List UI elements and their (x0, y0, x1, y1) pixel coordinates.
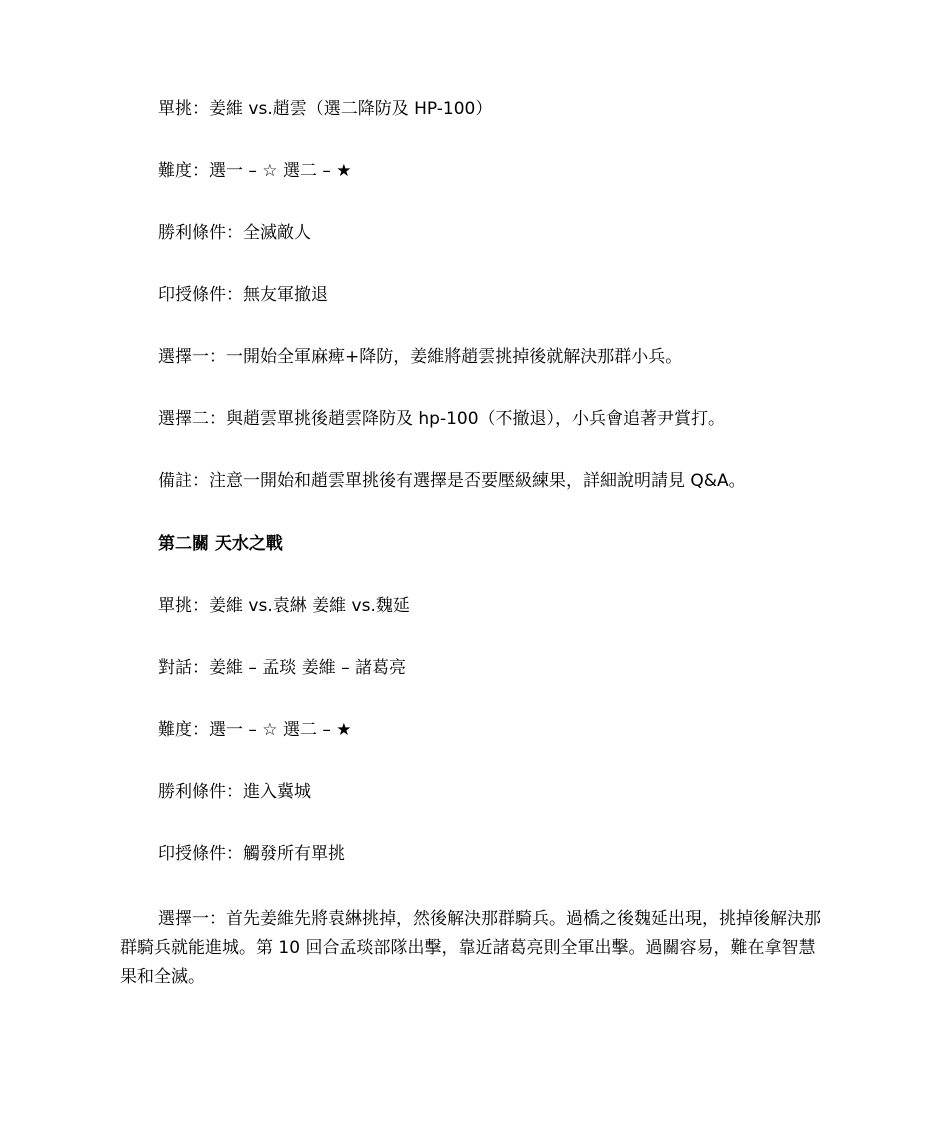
stage1-choice-two: 選擇二：與趙雲單挑後趙雲降防及 hp-100（不撤退），小兵會追著尹賞打。 (158, 409, 726, 429)
stage2-difficulty: 難度：選一 – ☆ 選二 – ★ (158, 720, 352, 740)
stage2-heading: 第二關 天水之戰 (158, 534, 283, 554)
stage1-note: 備註：注意一開始和趙雲單挑後有選擇是否要壓級練果，詳細說明請見 Q&A。 (158, 471, 746, 491)
stage2-victory-condition: 勝利條件：進入冀城 (158, 782, 311, 802)
stage2-choice-one: 選擇一：首先姜維先將袁綝挑掉，然後解決那群騎兵。過橋之後魏延出現，挑掉後解決那群騎兵就能進城。第 10 回合孟琰部隊出擊，靠近諸葛亮則全軍出擊。過關容易，難在拿智慧果和全滅。 (120, 909, 821, 987)
stage2-duel: 單挑：姜維 vs.袁綝 姜維 vs.魏延 (158, 596, 410, 616)
stage1-victory-condition: 勝利條件：全滅敵人 (158, 223, 311, 243)
stage1-duel: 單挑：姜維 vs.趙雲（選二降防及 HP-100） (158, 99, 493, 119)
stage1-difficulty: 難度：選一 – ☆ 選二 – ★ (158, 161, 352, 181)
stage2-dialogue: 對話：姜維 – 孟琰 姜維 – 諸葛亮 (158, 658, 407, 678)
stage2-seal-condition: 印授條件：觸發所有單挑 (158, 844, 345, 864)
stage1-seal-condition: 印授條件：無友軍撤退 (158, 285, 328, 305)
stage1-choice-one: 選擇一：一開始全軍麻痺+降防，姜維將趙雲挑掉後就解決那群小兵。 (158, 347, 683, 367)
